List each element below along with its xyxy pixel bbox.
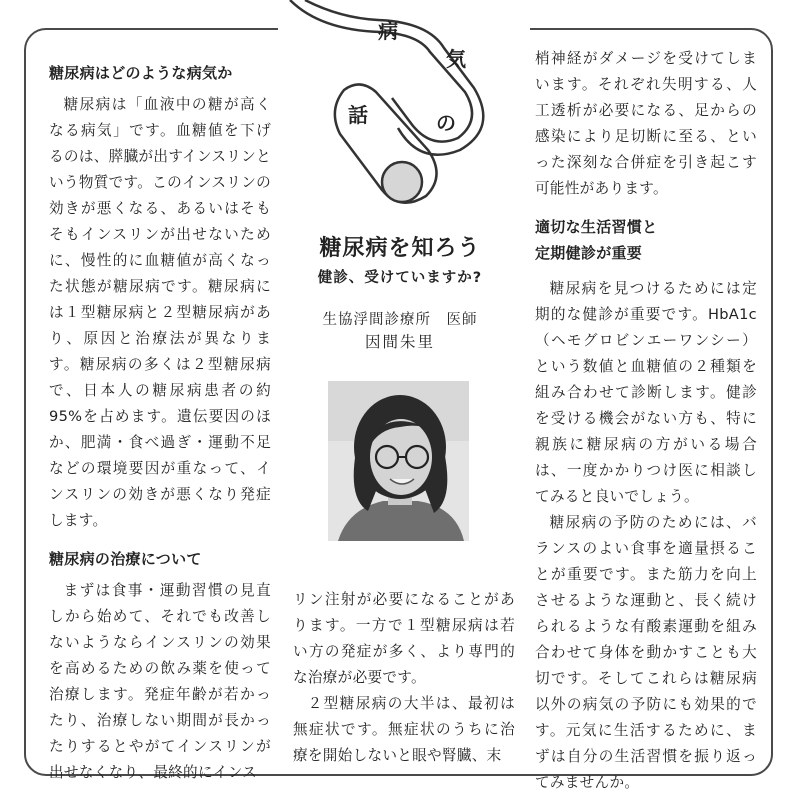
- heading-treatment: 糖尿病の治療について: [49, 550, 202, 568]
- series-logo: [260, 0, 530, 220]
- para-definition: 糖尿病は「血液中の糖が高くなる病気」です。血糖値を下げるのは、膵臓が出すインスリンという物質です。このインスリンの効きが悪くなる、あるいはそもそもインスリンが出せないために、慢性的に血糖値が高くなった状態が糖尿病です。糖尿病には１型糖尿病と２型糖尿病があり、原因と治療法が異なります。糖尿病の多くは２型糖尿病で、日本人の糖尿病患者の約95%を占めます。遺伝要因のほか、肥満・食べ過ぎ・運動不足などの環境要因が重なって、インスリンの効きが悪くなり発症します。: [49, 96, 271, 529]
- article-title: 糖尿病を知ろう: [319, 236, 481, 261]
- author-photo: [328, 381, 469, 541]
- logo-char-hanashi: 話: [348, 103, 368, 127]
- heading-what-is-diabetes: 糖尿病はどのような病気か: [49, 64, 233, 82]
- para-complications: 梢神経がダメージを受けてしまいます。それぞれ失明する、人工透析が必要になる、足からの感染により足切断に至る、といった深刻な合併症を引き起こす可能性があります。: [535, 50, 757, 197]
- para-checkup: 糖尿病を見つけるためには定期的な健診が重要です。HbA1c（ヘモグロビンエーワンシー）という数値と血糖値の２種類を組み合わせて診断します。健診を受ける機会がない方も、特に親族に糖尿病の方がいる場合は、一度かかりつけ医に相談してみると良いでしょう。: [535, 280, 757, 505]
- logo-dot: [382, 162, 422, 202]
- column-left: [49, 60, 271, 786]
- para-asymptomatic: ２型糖尿病の大半は、最初は無症状です。無症状のうちに治療を開始しないと眼や腎臓、末: [293, 695, 515, 764]
- logo-char-byo: 病: [378, 19, 398, 43]
- para-treatment: まずは食事・運動習慣の見直しから始めて、それでも改善しないようならインスリンの効果を高めるための飲み薬を使って治療します。発症年齢が若かったり、治療しない期間が長かったりするとやがてインスリンが出せなくなり、最終的にインス: [49, 582, 271, 781]
- heading-lifestyle: 適切な生活習慣と: [535, 218, 658, 236]
- logo-char-no: の: [436, 111, 456, 135]
- author-name: 因間朱里: [364, 333, 435, 351]
- heading-checkup: 定期健診が重要: [535, 244, 643, 262]
- author-affiliation: 生協浮間診療所 医師: [322, 312, 478, 328]
- article-subtitle: 健診、受けていますか?: [317, 270, 483, 286]
- column-right: [535, 46, 757, 796]
- logo-char-ki: 気: [446, 47, 466, 71]
- title-block: [280, 234, 520, 353]
- para-prevention: 糖尿病の予防のためには、バランスのよい食事を適量摂ることが重要です。また筋力を向上させるような運動と、長く続けられるような有酸素運動を組み合わせて身体を動かすことも大切です。そしてこれらは糖尿病以外の病気の予防にも効果的です。元気に生活するために、まずは自分の生活習慣を振り返ってみませんか。: [535, 514, 757, 791]
- column-middle: [293, 587, 515, 769]
- para-injection: リン注射が必要になることがあります。一方で１型糖尿病は若い方の発症が多く、より専門的な治療が必要です。: [293, 591, 515, 686]
